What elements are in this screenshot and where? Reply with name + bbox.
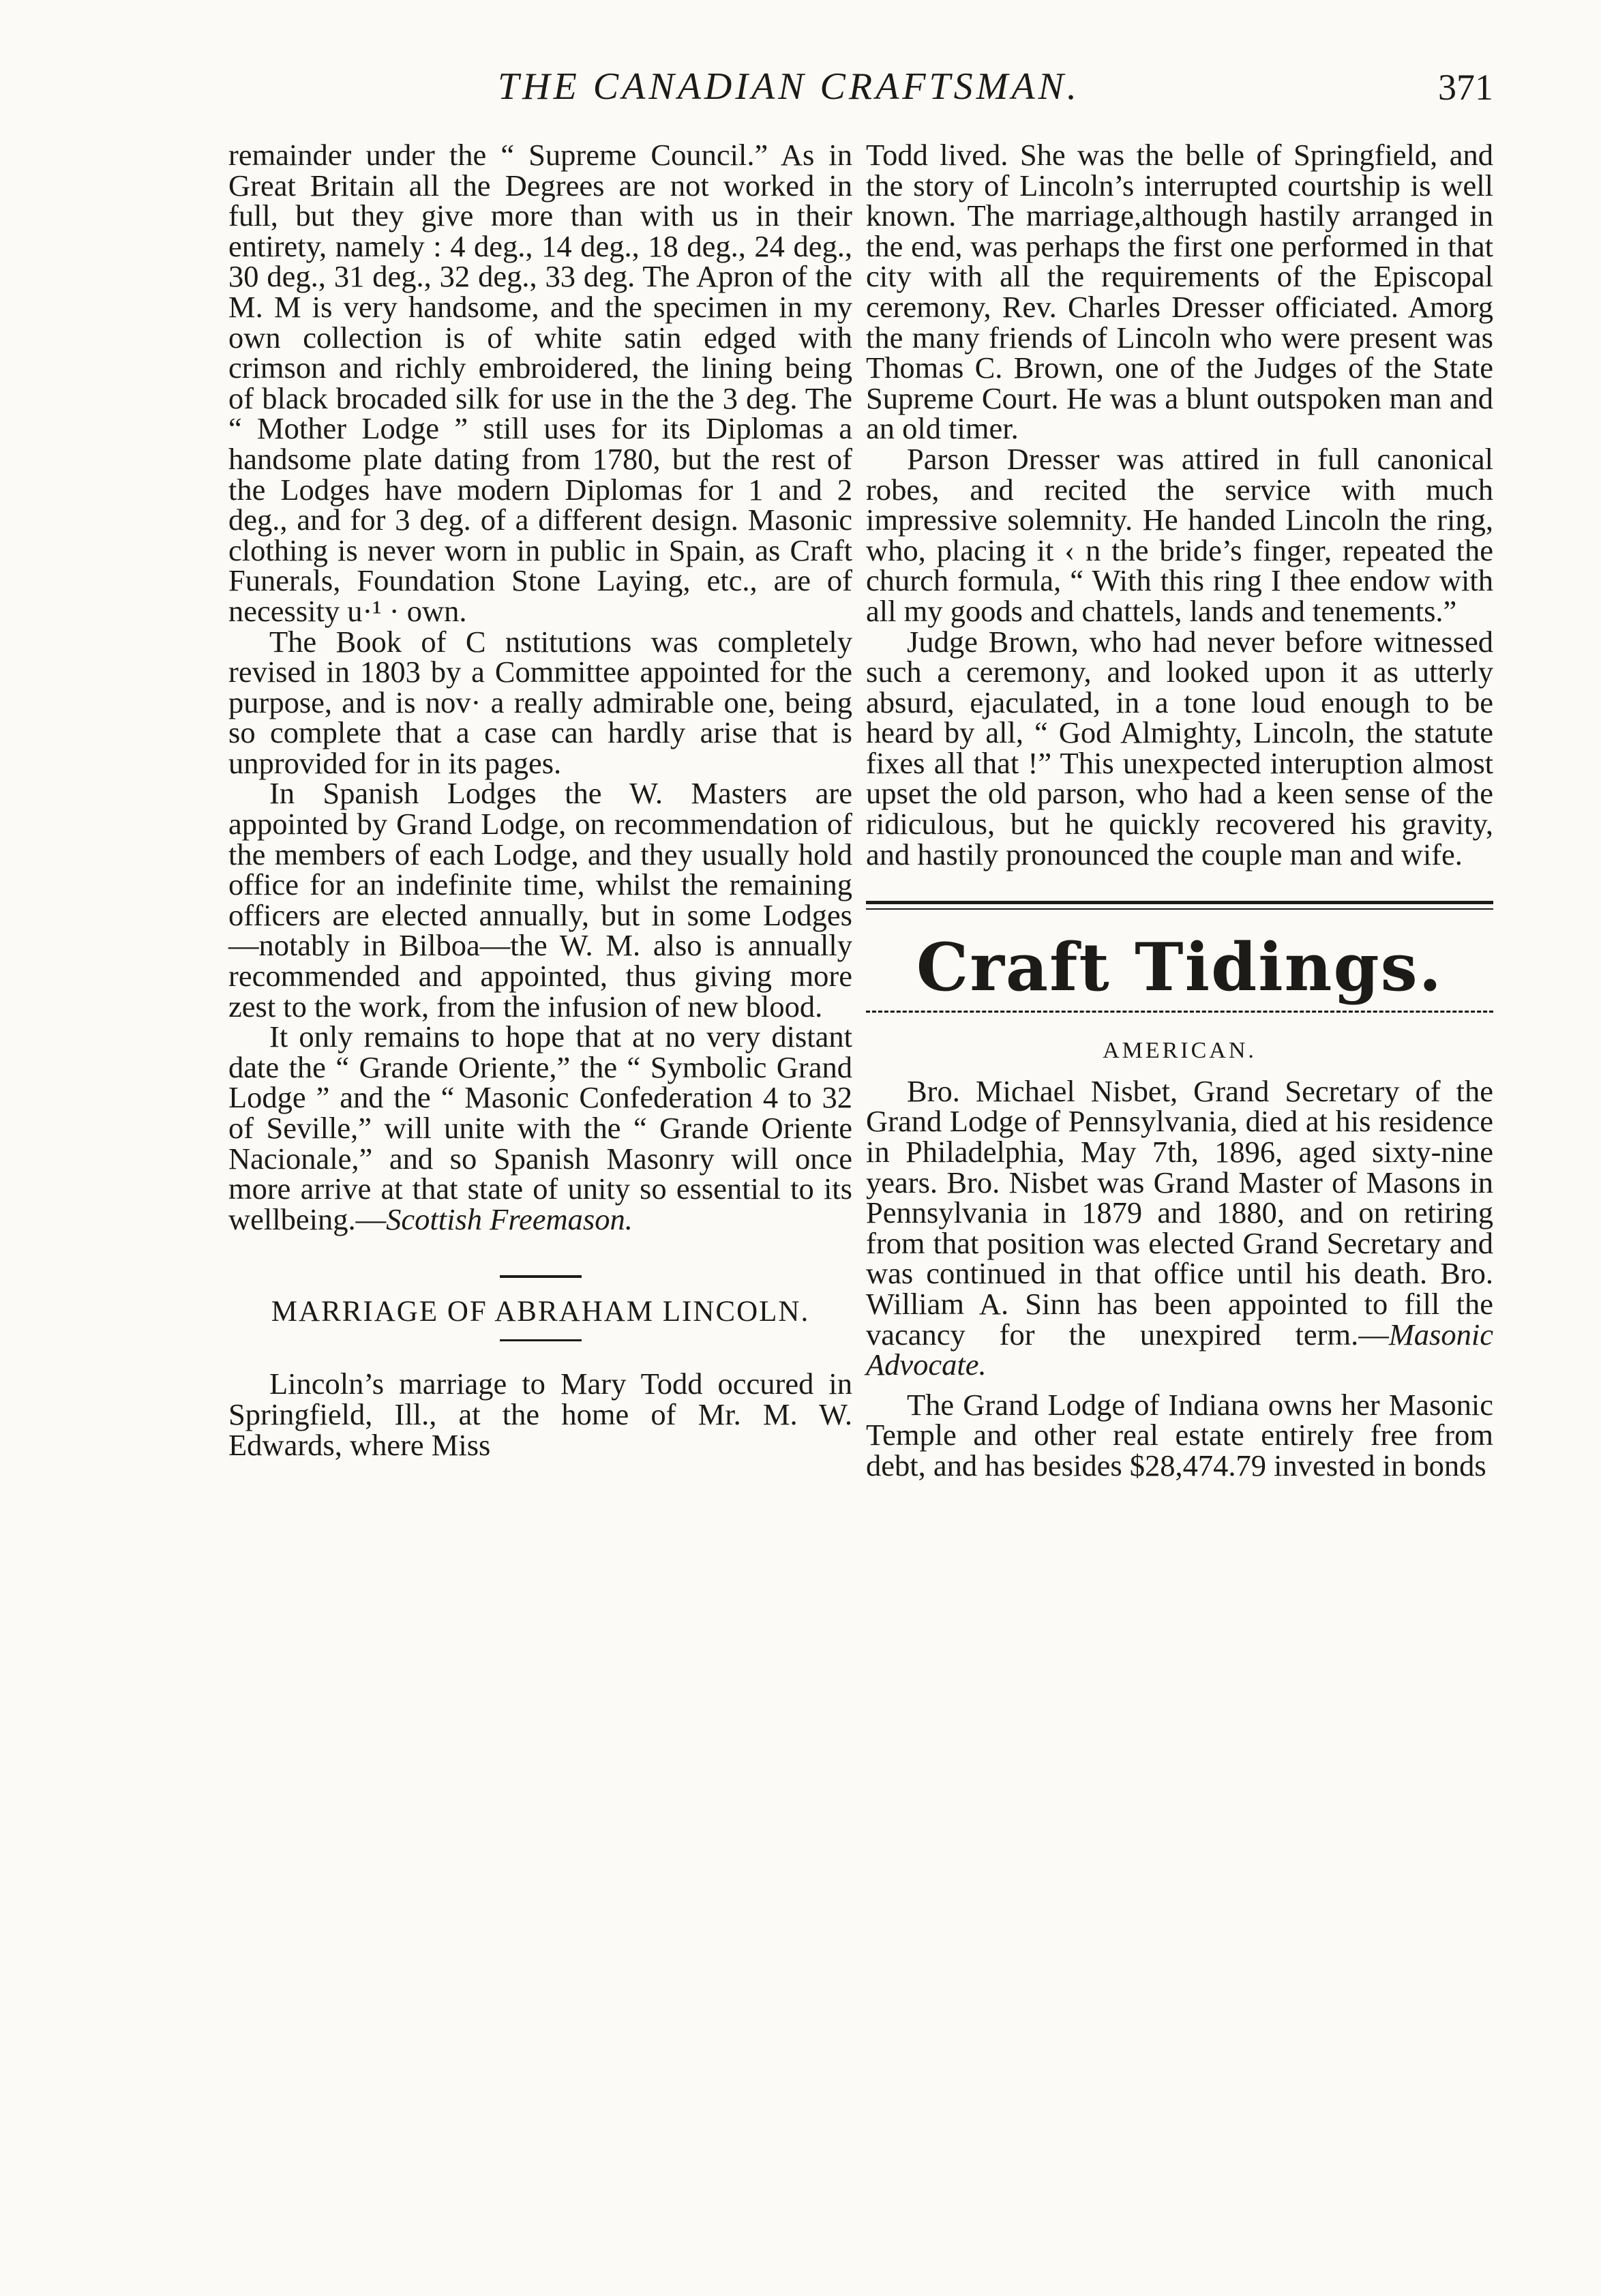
divider [500, 1339, 582, 1341]
paragraph: Todd lived. She was the belle of Springfield, and the story of Lincoln’s interrupted courtship is well known. The marriage,although hastily arranged in the end, was perhaps the first one performed in that city with all the requirements of the Episcopal ceremony, Rev. Charles Dresser officiated. Amorg the many friends of Lincoln who were present was Thomas C. Brown, one of the Judges of the State Supreme Court. He was a blunt outspoken man and an old timer. [866, 138, 1493, 446]
paragraph: Lincoln’s marriage to Mary Todd occured in Springfield, Ill., at the home of Mr. M. W. Edwards, where Miss [228, 1367, 852, 1462]
subsection-heading: AMERICAN. [1103, 1038, 1257, 1064]
section-rule-thin [866, 908, 1493, 910]
paragraph: The Grand Lodge of Indiana owns her Masonic Temple and other real estate entirely free from debt, and has besides $28,474.79 invested in bonds [866, 1387, 1493, 1482]
left-column [228, 140, 852, 1460]
paragraph [228, 1019, 852, 1236]
running-title: THE CANADIAN CRAFTSMAN. [498, 65, 1080, 108]
running-header [225, 65, 1493, 133]
right-column [866, 140, 1493, 1481]
section-title: Craft Tidings. [916, 929, 1443, 1007]
paragraph: Parson Dresser was attired in full canonical robes, and recited the service with much impressive solemnity. He handed Lincoln the ring, who, placing it ‹ n the bride’s finger, repeated the church formula, “ With this ring I thee endow with all my goods and chattels, lands and tenements.” [866, 441, 1493, 628]
divider [500, 1275, 582, 1278]
section-rule-thick [866, 901, 1493, 904]
source-credit: Scottish Freemason. [386, 1202, 633, 1236]
page-number: 371 [1438, 67, 1493, 108]
article-heading: MARRIAGE OF ABRAHAM LINCOLN. [271, 1296, 810, 1328]
paragraph: The Book of C nstitutions was completely revised in 1803 by a Committee appointed for the purpose, and is nov· a really admirable one, being so complete that a case can hardly arise that is unprovided for in its pages. [228, 624, 852, 780]
paragraph: Judge Brown, who had never before witnessed such a ceremony, and looked upon it as utterly absurd, ejaculated, in a tone loud enough to be heard by all, “ God Almighty, Lincoln, the statute fixes all that !” This unexpected interuption almost upset the old parson, who had a keen sense of the ridiculous, but he quickly recovered his gravity, and hastily pronounced the couple man and wife. [866, 624, 1493, 871]
paragraph-text: Bro. Michael Nisbet, Grand Secretary of the Grand Lodge of Pennsylvania, died at his residence in Philadelphia, May 7th, 1896, aged sixty-nine years. Bro. Nisbet was Grand Master of Masons in Pennsylvania in 1879 and 1880, and on retiring from that position was elected Grand Secretary and was continued in that office until his death. Bro. William A. Sinn has been appointed to fill the vacancy for the unexpired term.— [866, 1073, 1493, 1352]
paragraph [866, 1073, 1493, 1382]
paragraph: remainder under the “ Supreme Council.” As in Great Britain all the Degrees are not worked in full, but they give more than with us in their entirety, namely : 4 deg., 14 deg., 18 deg., 24 deg., 30 deg., 31 deg., 32 deg., 33 deg. The Apron of the M. M is very handsome, and the specimen in my own collection is of white satin edged with crimson and richly embroidered, the lining being of black brocaded silk for use in the the 3 deg. The “ Mother Lodge ” still uses for its Diplomas a handsome plate dating from 1780, but the rest of the Lodges have modern Diplomas for 1 and 2 deg., and for 3 deg. of a different design. Masonic clothing is never worn in public in Spain, as Craft Funerals, Foundation Stone Laying, etc., are of necessity u·¹ · own. [228, 138, 852, 628]
source-credit: Masonic Advocate. [866, 1317, 1493, 1382]
paragraph: In Spanish Lodges the W. Masters are appointed by Grand Lodge, on recommendation of the members of each Lodge, and they usually hold office for an indefinite time, whilst the remaining officers are elected annually, but in some Lodges—notably in Bilboa—the W. M. also is annually recommended and appointed, thus giving more zest to the work, from the infusion of new blood. [228, 776, 852, 1024]
paragraph-text: It only remains to hope that at no very distant date the “ Grande Oriente,” the “ Symbolic Grand Lodge ” and the “ Masonic Confederation 4 to 32 of Seville,” will unite with the “ Grande Oriente Nacionale,” and so Spanish Masonry will once more arrive at that state of unity so essential to its wellbeing.— [228, 1019, 852, 1236]
divider [866, 1011, 1493, 1013]
